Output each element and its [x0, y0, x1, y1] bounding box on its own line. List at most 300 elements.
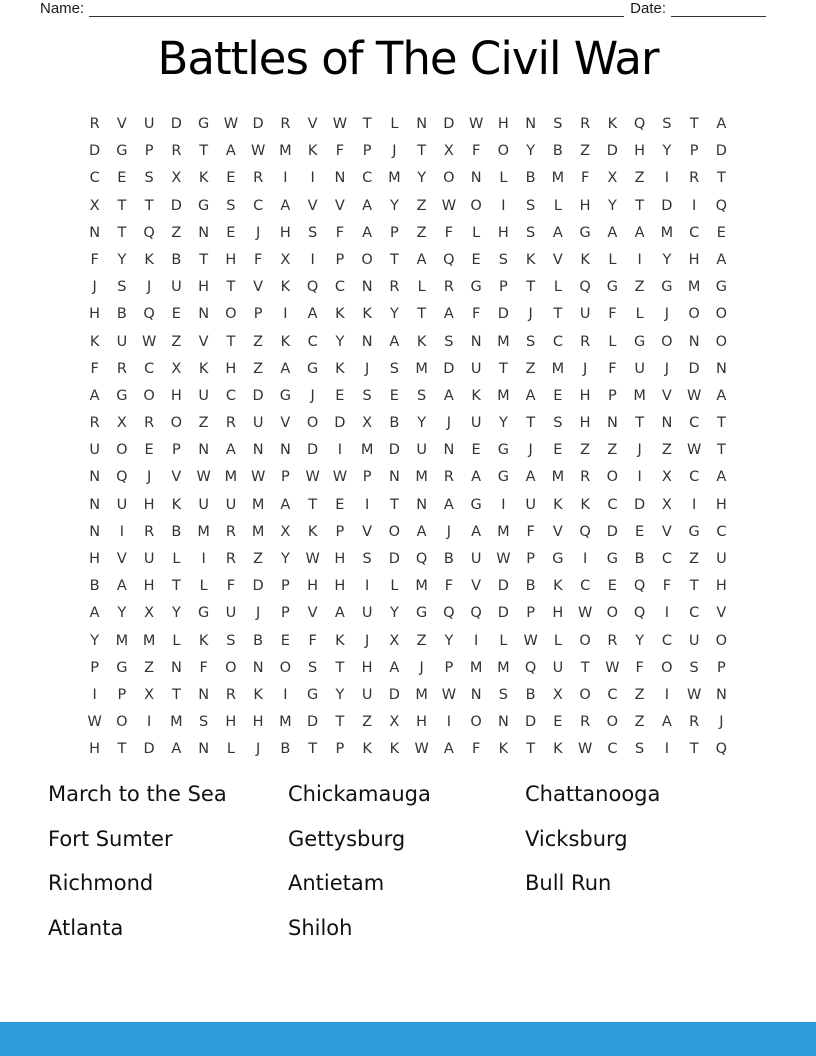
- grid-letter: M: [497, 387, 510, 404]
- grid-letter: S: [117, 279, 127, 296]
- grid-letter: P: [144, 143, 154, 160]
- grid-letter: Q: [143, 224, 155, 241]
- grid-letter: Z: [362, 714, 373, 731]
- grid-letter: N: [89, 469, 101, 486]
- grid-letter: K: [553, 578, 563, 595]
- word-item: Chickamauga: [288, 782, 431, 806]
- grid-letter: C: [607, 686, 618, 703]
- grid-letter: F: [608, 360, 617, 377]
- grid-row: [81, 655, 735, 682]
- grid-letter: Z: [253, 360, 264, 377]
- grid-letter: A: [525, 469, 536, 486]
- grid-letter: J: [255, 605, 261, 622]
- grid-letter: U: [361, 686, 373, 703]
- grid-letter: P: [172, 442, 181, 459]
- grid-letter: Y: [417, 170, 427, 187]
- grid-letter: A: [116, 578, 127, 595]
- grid-letter: I: [364, 496, 370, 513]
- grid-letter: J: [528, 306, 533, 323]
- grid-letter: W: [577, 605, 593, 622]
- grid-letter: M: [224, 469, 238, 486]
- grid-letter: W: [141, 333, 157, 350]
- grid-letter: R: [253, 170, 264, 187]
- grid-letter: M: [633, 387, 646, 404]
- grid-letter: T: [362, 116, 372, 132]
- grid-letter: G: [579, 224, 591, 241]
- grid-letter: L: [553, 279, 562, 296]
- grid-letter: S: [389, 360, 399, 377]
- grid-letter: A: [471, 469, 482, 486]
- grid-letter: N: [198, 224, 210, 241]
- grid-letter: O: [606, 469, 619, 486]
- grid-letter: J: [255, 224, 261, 241]
- grid-letter: K: [171, 496, 182, 513]
- grid-letter: Z: [525, 360, 536, 377]
- grid-letter: T: [417, 306, 427, 323]
- grid-letter: L: [608, 333, 617, 350]
- grid-letter: N: [443, 442, 455, 459]
- grid-letter: V: [334, 197, 345, 214]
- grid-letter: A: [389, 659, 400, 676]
- grid-letter: K: [607, 116, 618, 132]
- grid-letter: S: [444, 333, 454, 350]
- grid-letter: W: [250, 143, 266, 160]
- grid-row: [81, 356, 735, 383]
- grid-letter: S: [498, 686, 508, 703]
- grid-letter: E: [607, 578, 617, 595]
- grid-row: [81, 600, 735, 627]
- grid-letter: F: [444, 578, 454, 595]
- grid-letter: A: [362, 224, 373, 241]
- grid-letter: O: [170, 415, 183, 432]
- grid-letter: X: [171, 170, 182, 187]
- grid-letter: Z: [634, 170, 645, 187]
- grid-letter: R: [225, 551, 236, 567]
- grid-letter: U: [634, 360, 645, 377]
- grid-letter: V: [307, 197, 318, 214]
- grid-letter: K: [416, 333, 427, 350]
- grid-letter: H: [552, 605, 564, 622]
- grid-letter: H: [170, 387, 182, 404]
- grid-letter: F: [335, 143, 345, 160]
- grid-letter: M: [279, 143, 292, 160]
- grid-letter: M: [497, 659, 510, 676]
- grid-letter: G: [198, 197, 210, 214]
- grid-letter: U: [171, 279, 182, 296]
- grid-letter: A: [552, 224, 563, 241]
- grid-letter: S: [689, 659, 699, 676]
- grid-letter: U: [143, 551, 155, 567]
- grid-letter: F: [635, 659, 644, 676]
- grid-letter: I: [501, 197, 506, 214]
- grid-letter: A: [443, 741, 454, 758]
- grid-letter: N: [688, 333, 700, 350]
- grid-letter: T: [580, 659, 590, 676]
- grid-letter: A: [661, 714, 672, 731]
- grid-letter: R: [171, 143, 182, 160]
- grid-letter: M: [415, 360, 428, 377]
- grid-letter: H: [334, 551, 346, 567]
- grid-letter: Y: [662, 143, 672, 160]
- grid-letter: W: [332, 116, 348, 132]
- grid-letter: R: [225, 523, 236, 540]
- grid-letter: M: [251, 523, 265, 540]
- grid-letter: O: [470, 197, 482, 214]
- grid-letter: S: [308, 659, 318, 676]
- grid-row: [81, 682, 735, 709]
- grid-letter: Y: [389, 605, 399, 622]
- grid-letter: J: [719, 714, 724, 731]
- grid-letter: G: [661, 279, 673, 296]
- grid-letter: Z: [416, 632, 427, 649]
- grid-letter: D: [252, 578, 264, 595]
- grid-letter: F: [662, 578, 672, 595]
- grid-letter: T: [417, 143, 427, 160]
- grid-letter: Q: [579, 279, 591, 296]
- grid-letter: X: [280, 251, 291, 268]
- grid-letter: S: [635, 741, 645, 758]
- grid-letter: C: [689, 224, 700, 241]
- grid-letter: Q: [443, 251, 455, 268]
- grid-letter: N: [252, 442, 264, 459]
- word-item: Gettysburg: [288, 826, 406, 851]
- grid-letter: K: [307, 523, 318, 540]
- grid-letter: Y: [389, 306, 399, 323]
- grid-letter: S: [226, 632, 236, 649]
- grid-letter: V: [116, 551, 127, 567]
- grid-letter: H: [89, 306, 101, 323]
- grid-letter: V: [661, 387, 672, 404]
- grid-letter: T: [716, 170, 726, 187]
- grid-letter: G: [198, 116, 210, 132]
- grid-letter: P: [608, 387, 617, 404]
- grid-letter: K: [362, 306, 372, 323]
- grid-letter: U: [225, 496, 237, 513]
- grid-letter: K: [553, 496, 563, 513]
- grid-letter: I: [691, 197, 697, 214]
- grid-letter: A: [225, 143, 236, 160]
- grid-letter: E: [144, 442, 154, 459]
- grid-letter: Z: [580, 143, 591, 160]
- grid-letter: Y: [335, 333, 345, 350]
- grid-letter: A: [307, 306, 318, 323]
- grid-letter: H: [89, 551, 101, 567]
- grid-letter: Y: [117, 251, 127, 268]
- grid-letter: B: [253, 632, 264, 649]
- grid-letter: G: [715, 279, 727, 296]
- grid-letter: R: [607, 632, 618, 649]
- grid-letter: N: [470, 170, 482, 187]
- grid-letter: Q: [524, 659, 537, 676]
- grid-letter: V: [198, 333, 209, 350]
- grid-letter: F: [335, 224, 345, 241]
- grid-letter: T: [308, 741, 318, 758]
- grid-letter: F: [90, 360, 99, 377]
- grid-letter: P: [253, 306, 263, 323]
- grid-letter: X: [89, 197, 100, 214]
- grid-letter: T: [389, 496, 399, 513]
- grid-letter: A: [362, 197, 373, 214]
- grid-letter: K: [198, 360, 209, 377]
- grid-letter: C: [552, 333, 563, 350]
- grid-letter: I: [92, 686, 97, 703]
- grid-letter: F: [608, 306, 617, 323]
- grid-letter: K: [198, 170, 209, 187]
- grid-letter: T: [199, 251, 209, 268]
- grid-letter: E: [553, 387, 563, 404]
- grid-letter: R: [116, 360, 127, 377]
- grid-letter: O: [116, 714, 128, 731]
- grid-letter: I: [691, 496, 697, 513]
- grid-letter: M: [279, 714, 292, 731]
- grid-letter: Y: [389, 197, 399, 214]
- grid-letter: E: [226, 170, 236, 187]
- grid-letter: S: [417, 387, 427, 404]
- word-item: Bull Run: [525, 871, 612, 895]
- grid-letter: K: [553, 741, 563, 758]
- grid-letter: C: [689, 605, 700, 622]
- grid-letter: W: [686, 387, 702, 404]
- grid-letter: P: [526, 551, 535, 567]
- word-list: [48, 779, 776, 957]
- grid-letter: O: [579, 632, 591, 649]
- grid-letter: T: [689, 116, 699, 132]
- grid-letter: U: [252, 415, 264, 432]
- grid-letter: M: [469, 659, 483, 676]
- grid-letter: X: [443, 143, 454, 160]
- grid-letter: R: [144, 523, 155, 540]
- grid-letter: W: [496, 551, 511, 567]
- grid-letter: G: [606, 279, 618, 296]
- grid-letter: C: [689, 469, 700, 486]
- grid-letter: A: [416, 251, 427, 268]
- name-blank-line: [89, 1, 624, 17]
- grid-letter: N: [361, 333, 373, 350]
- grid-letter: H: [252, 714, 264, 731]
- grid-letter: D: [497, 578, 509, 595]
- grid-letter: G: [470, 496, 482, 513]
- grid-letter: W: [686, 442, 702, 459]
- grid-letter: D: [443, 360, 455, 377]
- grid-letter: T: [117, 197, 127, 214]
- grid-letter: C: [607, 741, 618, 758]
- grid-letter: L: [499, 170, 508, 187]
- grid-letter: Z: [171, 333, 182, 350]
- grid-letter: X: [116, 415, 127, 432]
- grid-letter: V: [171, 469, 182, 486]
- grid-letter: T: [526, 741, 536, 758]
- grid-letter: K: [580, 496, 590, 513]
- grid-letter: D: [606, 143, 618, 160]
- grid-letter: X: [607, 170, 618, 187]
- grid-letter: Q: [633, 605, 646, 622]
- grid-letter: V: [307, 605, 318, 622]
- grid-letter: Z: [198, 415, 209, 432]
- grid-letter: A: [716, 116, 727, 132]
- grid-letter: S: [144, 170, 154, 187]
- grid-letter: G: [552, 551, 564, 567]
- grid-letter: V: [661, 523, 672, 540]
- grid-letter: D: [252, 387, 264, 404]
- grid-letter: K: [144, 251, 154, 268]
- grid-row: [81, 383, 735, 410]
- grid-letter: I: [637, 469, 642, 486]
- grid-letter: C: [89, 170, 100, 187]
- grid-letter: D: [388, 551, 400, 567]
- grid-letter: P: [281, 578, 290, 595]
- grid-letter: A: [525, 387, 536, 404]
- grid-letter: U: [89, 442, 100, 459]
- grid-letter: F: [253, 251, 263, 268]
- grid-letter: G: [470, 279, 482, 296]
- word-item: Chattanooga: [525, 782, 661, 806]
- grid-letter: L: [553, 632, 562, 649]
- grid-letter: U: [198, 387, 209, 404]
- word-item: Atlanta: [48, 915, 124, 940]
- grid-letter: N: [388, 469, 400, 486]
- grid-letter: A: [443, 496, 454, 513]
- grid-letter: Y: [444, 632, 454, 649]
- grid-letter: W: [305, 551, 320, 567]
- grid-letter: D: [606, 523, 618, 540]
- grid-letter: A: [471, 523, 482, 540]
- grid-letter: R: [580, 116, 591, 132]
- grid-letter: N: [715, 360, 727, 377]
- grid-letter: A: [171, 741, 182, 758]
- word-item: Antietam: [288, 871, 385, 895]
- grid-letter: W: [250, 469, 266, 486]
- grid-letter: L: [390, 116, 399, 132]
- grid-letter: K: [335, 360, 345, 377]
- grid-letter: J: [446, 523, 452, 540]
- grid-letter: L: [472, 224, 481, 241]
- grid-letter: P: [499, 279, 508, 296]
- grid-letter: P: [689, 143, 699, 160]
- grid-letter: F: [226, 578, 236, 595]
- grid-letter: W: [605, 659, 620, 676]
- grid-letter: A: [280, 496, 291, 513]
- grid-letter: D: [307, 714, 319, 731]
- grid-letter: I: [310, 251, 315, 268]
- grid-letter: U: [143, 116, 155, 132]
- grid-letter: X: [389, 632, 400, 649]
- grid-letter: M: [687, 279, 701, 296]
- grid-letter: Y: [90, 632, 100, 649]
- grid-letter: H: [143, 578, 155, 595]
- grid-letter: U: [470, 360, 482, 377]
- grid-letter: Q: [633, 578, 646, 595]
- grid-letter: P: [390, 224, 399, 241]
- grid-letter: F: [308, 632, 317, 649]
- grid-letter: I: [446, 714, 452, 731]
- grid-letter: B: [171, 251, 182, 268]
- grid-letter: T: [335, 714, 345, 731]
- grid-letter: U: [470, 551, 482, 567]
- grid-letter: B: [280, 741, 291, 758]
- grid-letter: F: [580, 170, 590, 187]
- grid-row: [81, 193, 735, 220]
- grid-letter: V: [280, 415, 291, 432]
- grid-letter: O: [715, 333, 728, 350]
- grid-letter: H: [416, 714, 428, 731]
- grid-letter: K: [498, 741, 509, 758]
- grid-letter: A: [334, 605, 345, 622]
- grid-letter: H: [89, 741, 101, 758]
- grid-letter: K: [471, 387, 481, 404]
- grid-letter: R: [225, 686, 236, 703]
- grid-letter: V: [552, 251, 563, 268]
- grid-letter: I: [364, 578, 370, 595]
- grid-letter: H: [307, 578, 319, 595]
- grid-letter: N: [606, 415, 618, 432]
- grid-letter: O: [579, 686, 591, 703]
- grid-letter: Z: [416, 224, 427, 241]
- grid-row: [81, 111, 735, 138]
- grid-letter: P: [281, 605, 290, 622]
- grid-letter: K: [280, 333, 291, 350]
- grid-letter: U: [198, 496, 209, 513]
- grid-letter: Z: [634, 714, 645, 731]
- grid-letter: T: [171, 686, 181, 703]
- grid-letter: A: [89, 605, 100, 622]
- grid-letter: N: [198, 442, 210, 459]
- grid-letter: G: [497, 442, 509, 459]
- grid-letter: O: [143, 387, 155, 404]
- grid-letter: Z: [634, 279, 645, 296]
- grid-letter: Y: [498, 415, 508, 432]
- grid-letter: C: [362, 170, 373, 187]
- grid-letter: F: [90, 251, 99, 268]
- grid-letter: I: [283, 306, 288, 323]
- grid-letter: O: [306, 415, 319, 432]
- grid-letter: J: [392, 143, 397, 160]
- grid-letter: H: [225, 360, 237, 377]
- grid-letter: U: [416, 442, 427, 459]
- grid-letter: S: [526, 224, 536, 241]
- grid-letter: Y: [280, 551, 290, 567]
- grid-letter: L: [635, 306, 644, 323]
- grid-letter: R: [443, 469, 454, 486]
- grid-letter: Y: [335, 686, 345, 703]
- grid-letter: A: [716, 387, 727, 404]
- grid-letter: M: [497, 333, 510, 350]
- grid-letter: Y: [526, 143, 536, 160]
- grid-letter: V: [552, 523, 563, 540]
- grid-letter: Z: [171, 224, 182, 241]
- grid-letter: O: [225, 306, 237, 323]
- page-title: Battles of The Civil War: [157, 32, 659, 85]
- grid-letter: N: [497, 714, 509, 731]
- grid-letter: J: [146, 469, 152, 486]
- grid-letter: T: [716, 415, 726, 432]
- grid-letter: I: [337, 442, 343, 459]
- grid-letter: X: [661, 469, 672, 486]
- grid-letter: C: [334, 279, 345, 296]
- grid-letter: H: [497, 116, 509, 132]
- grid-letter: H: [497, 224, 509, 241]
- grid-letter: N: [89, 496, 101, 513]
- grid-letter: T: [226, 279, 236, 296]
- grid-letter: T: [144, 197, 154, 214]
- grid-letter: C: [661, 551, 672, 567]
- grid-letter: E: [335, 496, 345, 513]
- grid-letter: E: [389, 387, 399, 404]
- grid-letter: G: [198, 605, 210, 622]
- grid-letter: C: [253, 197, 264, 214]
- word-item: March to the Sea: [48, 782, 227, 806]
- grid-letter: O: [497, 143, 510, 160]
- grid-letter: C: [716, 523, 727, 540]
